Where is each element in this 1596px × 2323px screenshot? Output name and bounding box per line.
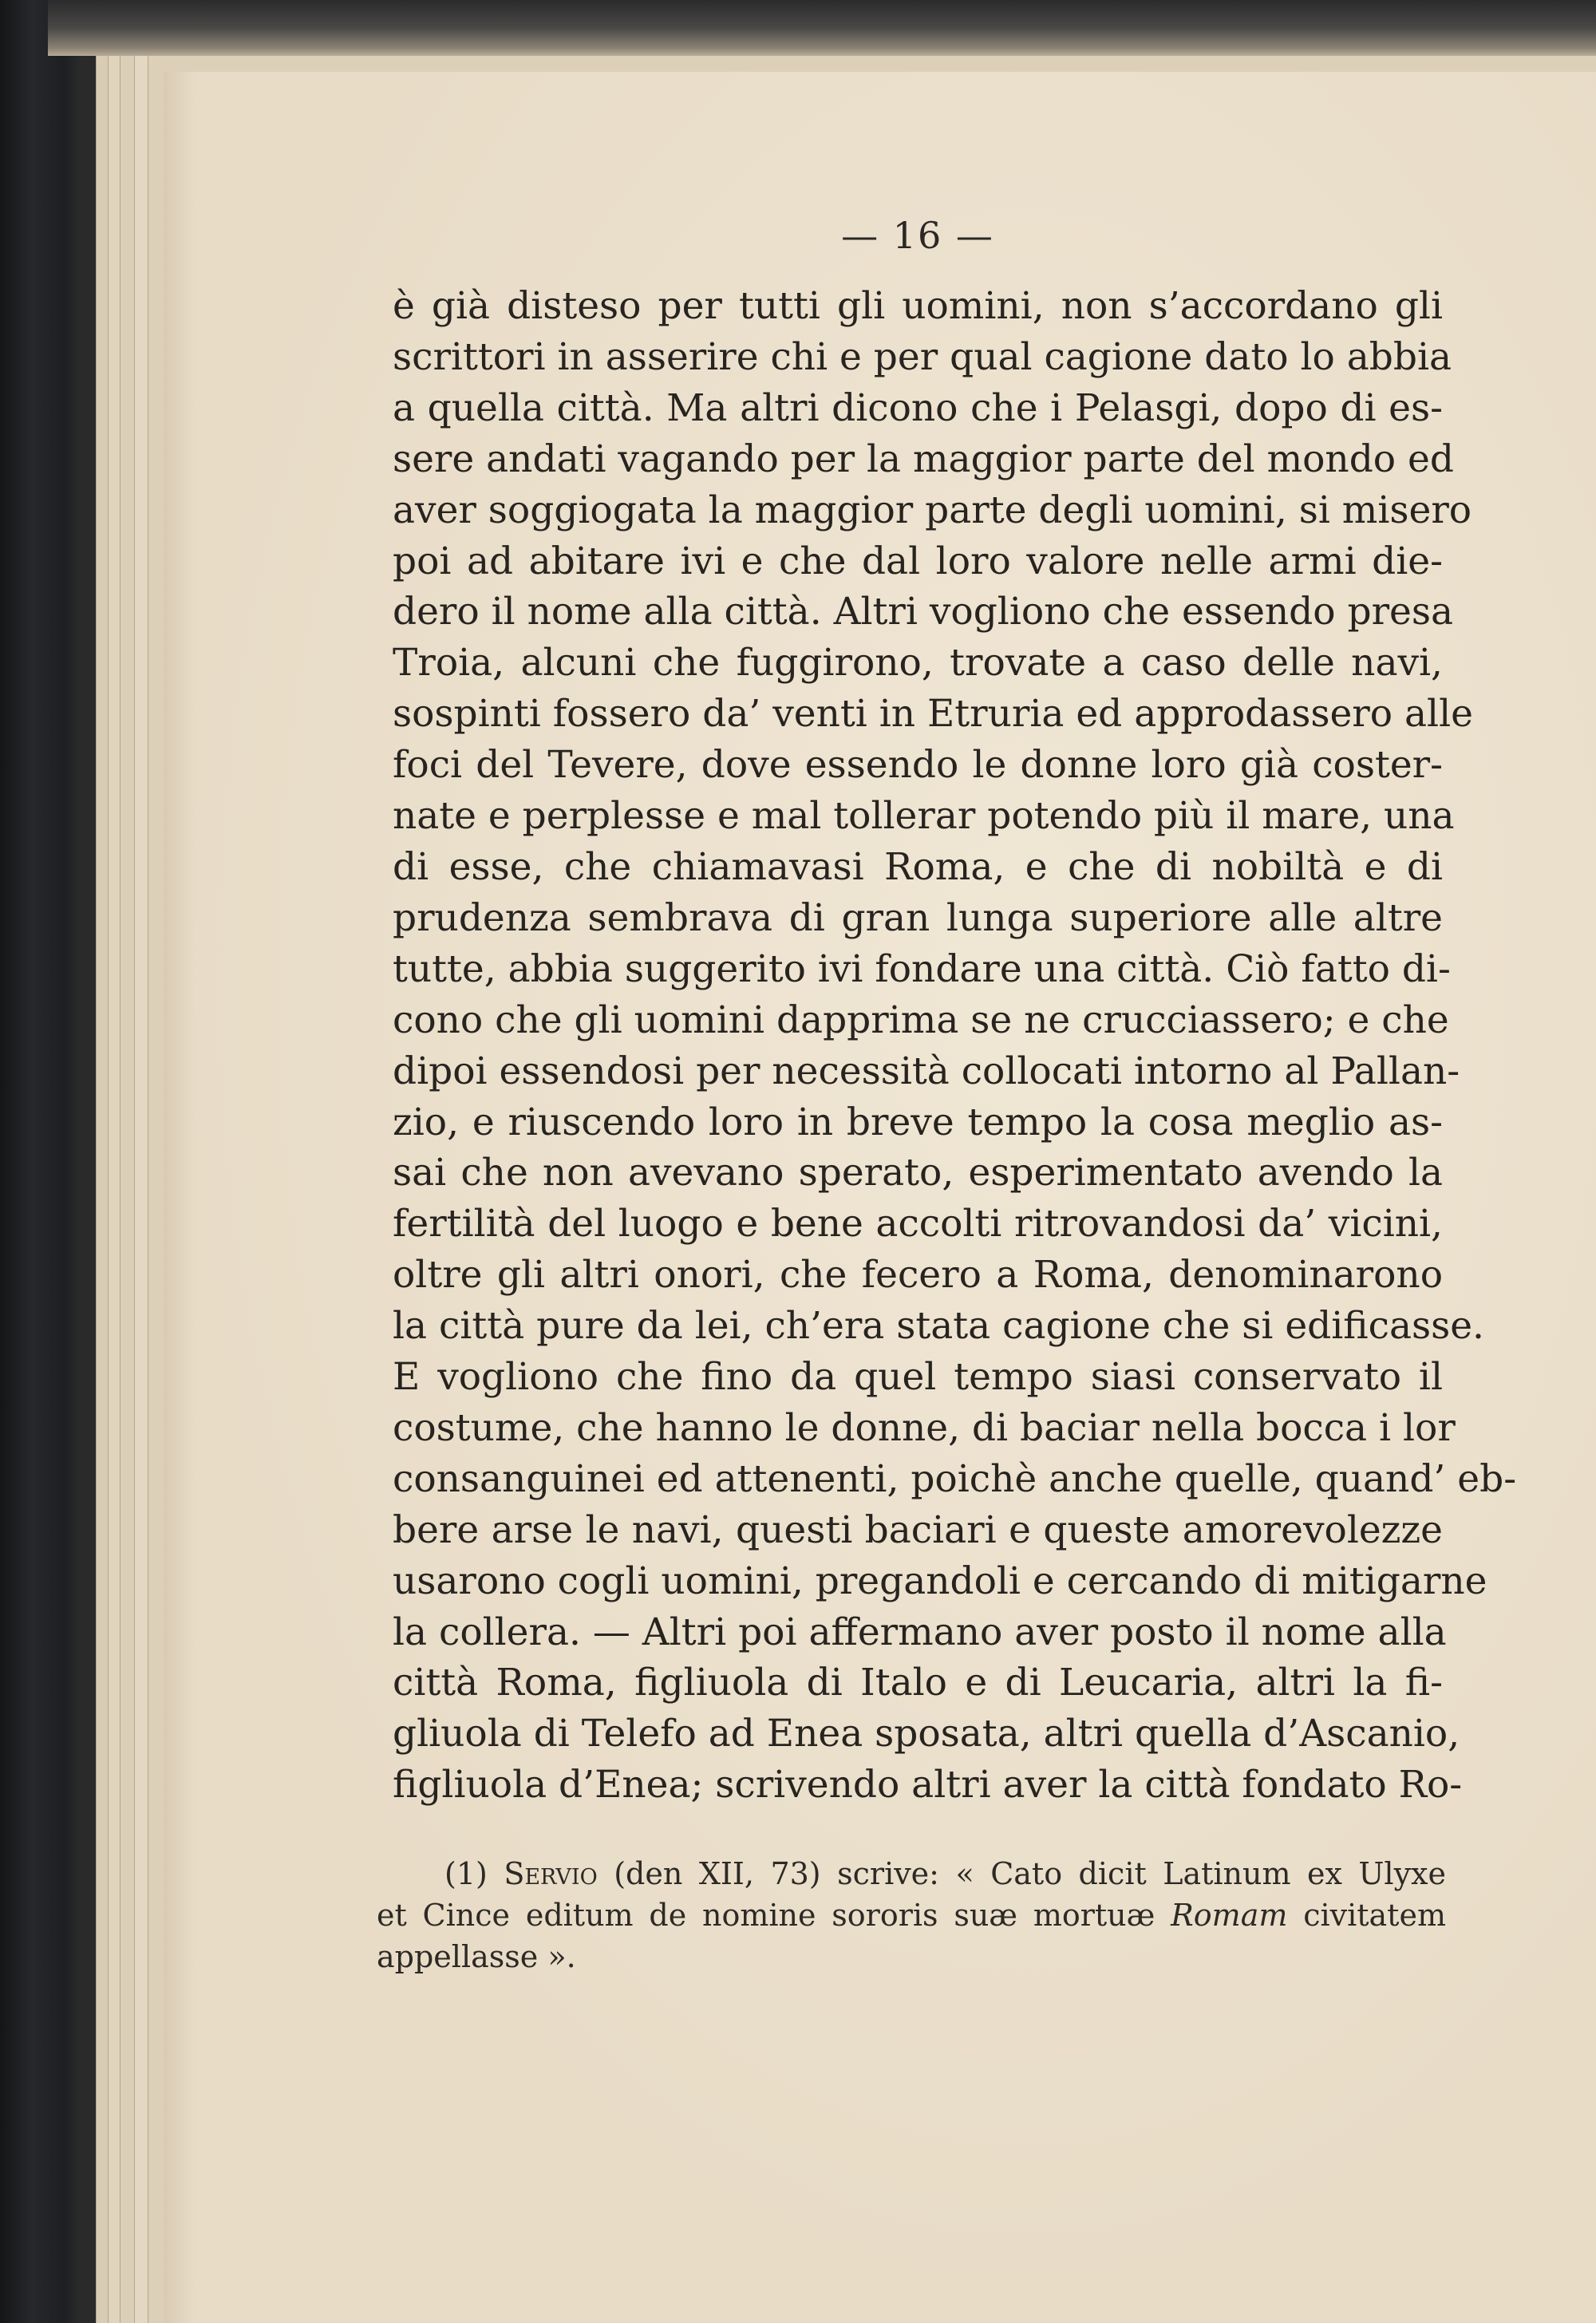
text-line: figliuola d’Enea; scrivendo altri aver la città fondato Ro-: [393, 1763, 1463, 1807]
footnote-line: [377, 1894, 1446, 1936]
text-line: gliuola di Telefo ad Enea sposata, altri quella d’Ascanio,: [393, 1712, 1460, 1756]
footnote-emphasis: Romam: [1171, 1898, 1288, 1933]
page-number: — 16 —: [841, 214, 994, 257]
text-line: oltre gli altri onori, che fecero a Roma, denominarono: [393, 1253, 1443, 1298]
text-line: aver soggiogata la maggior parte degli uomini, si misero: [393, 488, 1472, 532]
text-line: dero il nome alla città. Altri vogliono che essendo presa: [393, 590, 1453, 634]
text-line: la collera. — Altri poi affermano aver posto il nome alla: [393, 1610, 1447, 1654]
text-line: cono che gli uomini dapprima se ne crucciassero; e che: [393, 998, 1449, 1042]
footnote-text: et Cince editum de nomine sororis suæ mortuæ: [377, 1898, 1156, 1933]
text-line: bere arse le navi, questi baciari e queste amorevolezze: [393, 1507, 1443, 1552]
text-line: città Roma, figliuola di Italo e di Leucaria, altri la fi-: [393, 1661, 1443, 1705]
text-line: sospinti fossero da’ venti in Etruria ed approdassero alle: [393, 692, 1473, 737]
text-line: sere andati vagando per la maggior parte del mondo ed: [393, 437, 1454, 481]
text-line: consanguinei ed attenenti, poichè anche quelle, quand’ eb-: [393, 1456, 1517, 1501]
text-line: E vogliono che fino da quel tempo siasi conservato il: [393, 1355, 1443, 1400]
text-line: foci del Tevere, dove essendo le donne loro già coster-: [393, 743, 1443, 788]
text-line: zio, e riuscendo loro in breve tempo la cosa meglio as-: [393, 1100, 1443, 1144]
text-line: di esse, che chiamavasi Roma, e che di nobiltà e di: [393, 844, 1443, 889]
footnote: [377, 1853, 1446, 1977]
text-line: è già disteso per tutti gli uomini, non s’accordano gli: [393, 284, 1443, 328]
text-line: tutte, abbia suggerito ivi fondare una città. Ciò fatto di-: [393, 946, 1451, 991]
footnote-line: [377, 1853, 1446, 1894]
body-text: [393, 281, 1517, 1811]
book-cover-top-edge: [48, 0, 1596, 56]
footnote-line: appellasse ».: [377, 1939, 576, 1974]
footnote-marker: (1): [444, 1856, 488, 1891]
footnote-citation: (den XII, 73) scrive: « Cato dicit Latinum ex Ulyxe: [614, 1856, 1446, 1891]
text-line: la città pure da lei, ch’era stata cagione che si edificasse.: [393, 1304, 1484, 1349]
text-line: poi ad abitare ivi e che dal loro valore nelle armi die-: [393, 539, 1443, 583]
text-line: sai che non avevano sperato, esperimentato avendo la: [393, 1151, 1443, 1195]
text-line: Troia, alcuni che fuggirono, trovate a caso delle navi,: [393, 641, 1443, 685]
footnote-text: civitatem: [1303, 1898, 1446, 1933]
text-line: a quella città. Ma altri dicono che i Pelasgi, dopo di es-: [393, 385, 1443, 430]
text-line: fertilità del luogo e bene accolti ritrovandosi da’ vicini,: [393, 1202, 1443, 1246]
text-line: costume, che hanno le donne, di baciar nella bocca i lor: [393, 1405, 1456, 1450]
footnote-author: Servio: [504, 1856, 598, 1891]
text-line: prudenza sembrava di gran lunga superiore alle altre: [393, 895, 1443, 940]
text-line: dipoi essendosi per necessità collocati intorno al Pallan-: [393, 1049, 1460, 1093]
text-line: nate e perplesse e mal tollerar potendo più il mare, una: [393, 794, 1455, 839]
text-line: scrittori in asserire chi e per qual cagione dato lo abbia: [393, 334, 1452, 379]
text-line: usarono cogli uomini, pregandoli e cercando di mitigarne: [393, 1559, 1487, 1603]
